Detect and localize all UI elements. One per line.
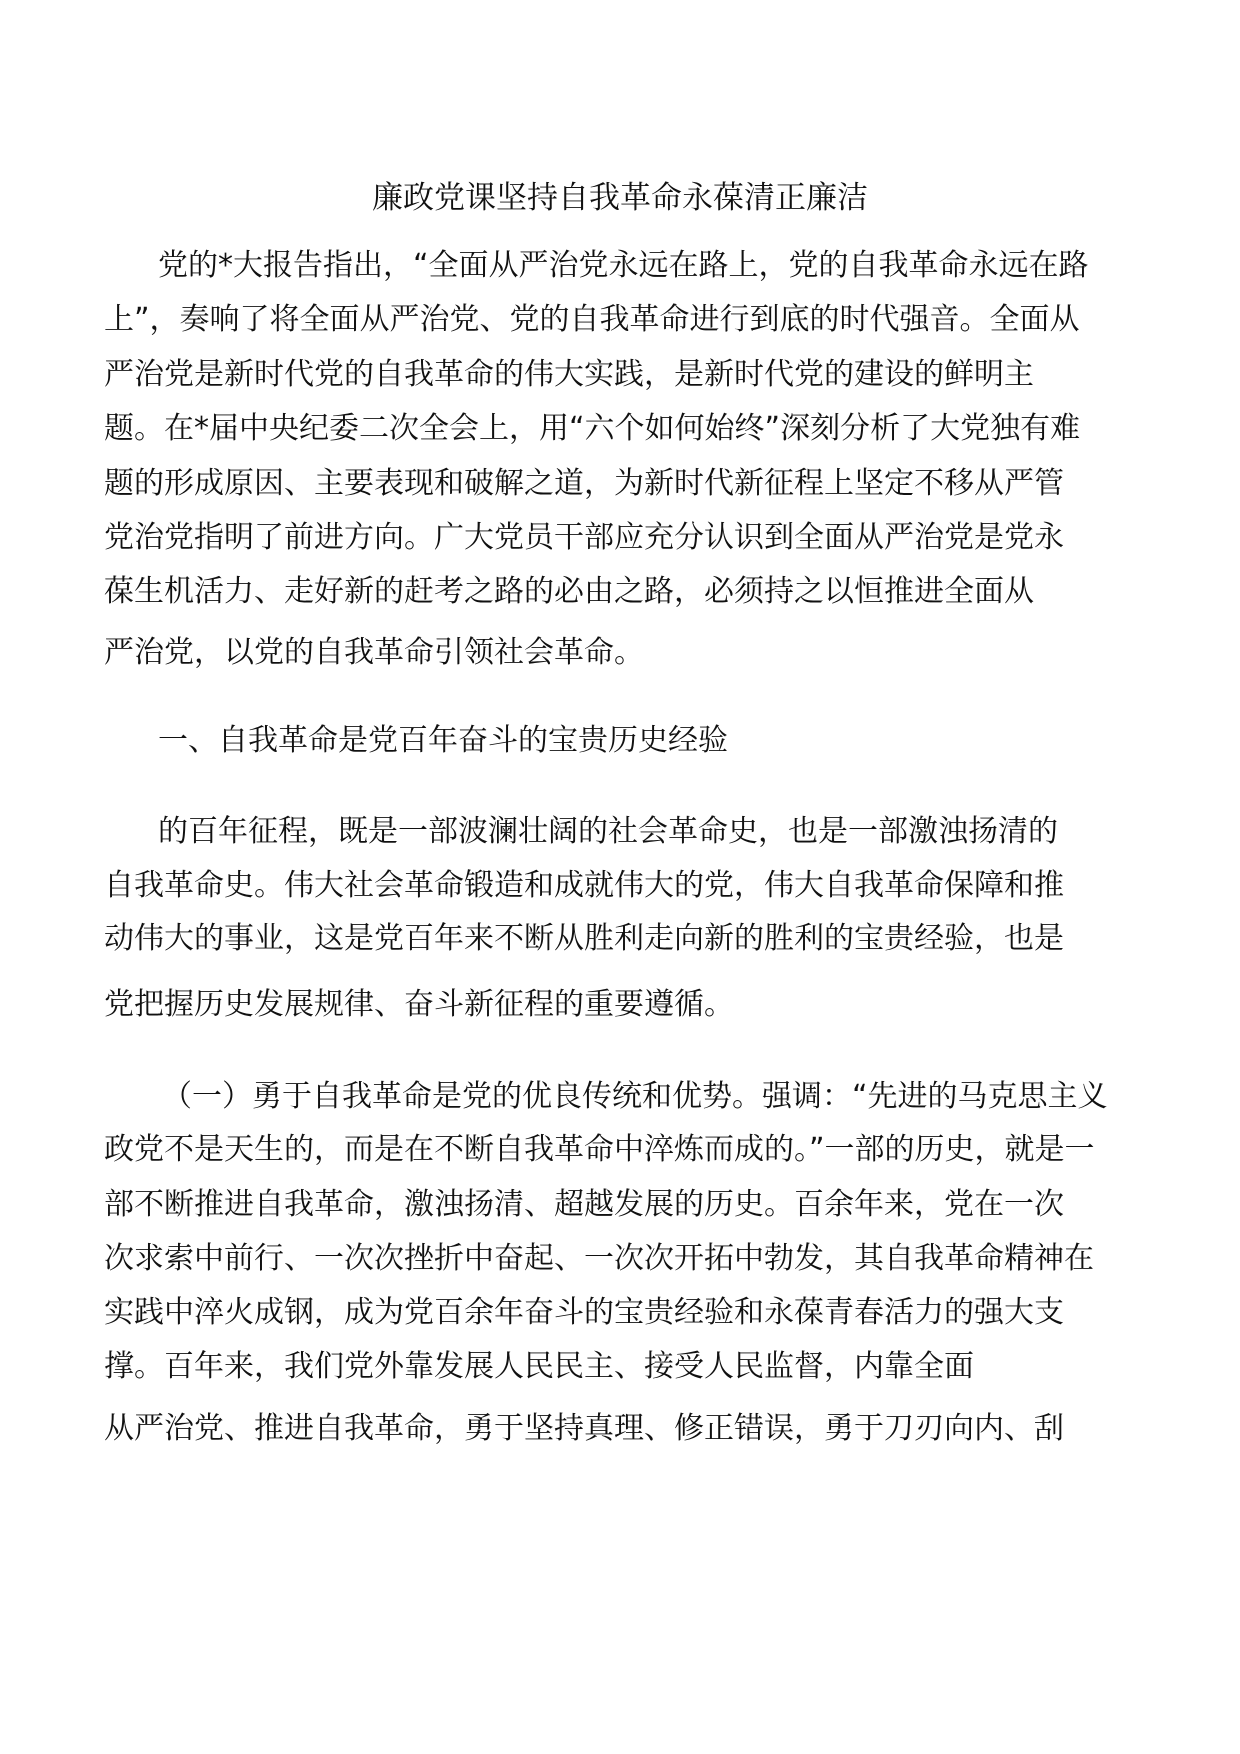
text-segment: 次求索中前行、 [104, 1241, 314, 1276]
paragraph-1-line-4 [104, 409, 1081, 449]
paragraph-2-line-1: 的百年征程，既是一部波澜壮阔的社会革命史，也是一部激浊扬清的 [158, 814, 1058, 849]
text-segment: 永 [1034, 520, 1064, 555]
paragraph-1-line-6 [104, 518, 1064, 558]
paragraph-3-line-2 [104, 1130, 1095, 1170]
text-segment: 是一 [1034, 1132, 1095, 1167]
paragraph-2-line-2: 自我革命史。伟大社会革命锻造和成就伟大的党，伟大自我革命保障和推 [104, 868, 1064, 903]
text-segment: 路 [1058, 248, 1089, 283]
text-segment: 从 [1049, 302, 1080, 337]
text-segment: 一次 [1004, 1187, 1064, 1222]
text-segment: 一次次挫折中奋起、 [314, 1241, 584, 1276]
paragraph-3-line-6: 撑。百年来，我们党外靠发展人民民主、接受人民监督，内靠全面 [104, 1349, 974, 1384]
paragraph-1-line-7: 葆生机活力、走好新的赶考之路的必由之路，必须持之以恒推进全面从 [104, 574, 1034, 609]
paragraph-3-line-4 [104, 1239, 1094, 1279]
paragraph-3-line-5 [104, 1293, 1064, 1333]
text-segment: 精神在 [1004, 1241, 1094, 1276]
text-segment: 实践中淬火成钢，成为党百余年奋斗的宝贵经验和永葆青春活力的 [104, 1295, 974, 1330]
paragraph-3-line-1 [162, 1077, 1108, 1117]
text-segment: 管 [1034, 466, 1064, 501]
paragraph-1-line-1 [158, 246, 1089, 286]
paragraph-2-line-3: 动伟大的事业，这是党百年来不断从胜利走向新的胜利的宝贵经验，也是 [104, 921, 1064, 956]
paragraph-1-line-8: 严治党，以党的自我革命引领社会革命。 [104, 635, 644, 670]
text-segment: 党治党指明了前进方向。广大党员干部应充分认识到全面从严治党是党 [104, 520, 1034, 555]
text-segment: 一次次开拓中勃发，其自我革命 [584, 1241, 1004, 1276]
document-title: 廉政党课坚持自我革命永葆清正廉洁 [372, 180, 868, 216]
text-segment: 强大支 [974, 1295, 1064, 1330]
text-segment: 政党不是天生的，而是在不断自我革命中淬炼而成的。”一部的历史，就 [104, 1132, 1035, 1167]
text-segment: 难 [1050, 411, 1081, 446]
text-segment: 义 [1077, 1079, 1108, 1114]
text-segment: 部不断推进自我革命，激浊扬清、超越发展的历史。百余年来，党在 [104, 1187, 1004, 1222]
paragraph-1-line-3: 严治党是新时代党的自我革命的伟大实践，是新时代党的建设的鲜明主 [104, 357, 1034, 392]
text-segment: 题的形成原因、主要表现和破解之道，为新时代新征程上坚定不移从严 [104, 466, 1034, 501]
paragraph-1-line-2 [104, 300, 1080, 340]
text-segment: （一）勇于自我革命是党的优良传统和优势。强调：“先进的马克思主 [162, 1079, 1078, 1114]
text-segment: 题。在*届中央纪委二次全会上，用“六个如何始终”深刻分析了大党独有 [104, 411, 1051, 446]
text-segment: 党的*大报告指出，“全面从严治党永远在路上，党的自我革命永远在 [158, 248, 1059, 283]
paragraph-3-line-7: 从严治党、推进自我革命，勇于坚持真理、修正错误，勇于刀刃向内、刮 [104, 1411, 1064, 1446]
paragraph-3-line-3 [104, 1185, 1064, 1225]
text-segment: 上”，奏响了将全面从严治党、党的自我革命进行到底的时代强音。全面 [104, 302, 1050, 337]
paragraph-1-line-5 [104, 464, 1064, 504]
section-heading-1: 一、自我革命是党百年奋斗的宝贵历史经验 [158, 723, 728, 758]
paragraph-2-line-4: 党把握历史发展规律、奋斗新征程的重要遵循。 [104, 987, 734, 1022]
